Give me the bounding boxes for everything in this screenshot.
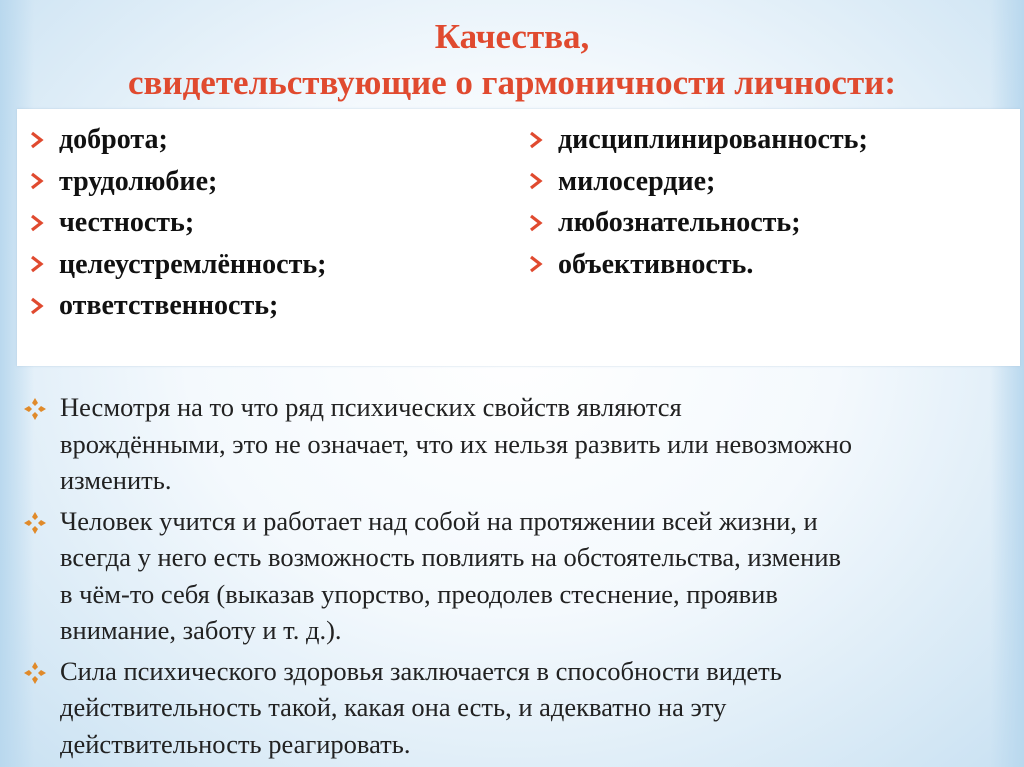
diamond-bullet-icon: [23, 394, 47, 418]
note-line: внимание, заботу и т. д.).: [60, 615, 342, 645]
quality-label: объективность.: [558, 248, 754, 280]
note-line: Несмотря на то что ряд психических свойств являются: [60, 392, 682, 422]
note-line: действительность реагировать.: [60, 728, 411, 759]
note-line: врождёнными, это не означает, что их нельзя развить или невозможно: [60, 428, 853, 459]
arrow-bullet-icon: [30, 131, 46, 149]
note-item: [22, 653, 1012, 763]
quality-item: [30, 202, 326, 244]
quality-label: трудолюбие;: [59, 165, 218, 197]
slide-title: [0, 14, 1024, 106]
note-line: Сила психического здоровья заключается в способности видеть: [60, 655, 782, 686]
note-line: Человек учится и работает над собой на протяжении всей жизни, и: [60, 505, 818, 536]
quality-item: [30, 285, 326, 327]
note-item: [22, 503, 1012, 649]
quality-item: [529, 161, 868, 203]
note-line: изменить.: [60, 465, 172, 495]
arrow-bullet-icon: [30, 172, 46, 190]
diamond-bullet-icon: [23, 658, 47, 682]
quality-label: ответственность;: [59, 290, 279, 321]
arrow-bullet-icon: [30, 214, 46, 232]
notes-list: [22, 389, 1012, 766]
note-line: в чём-то себя (выказав упорство, преодолев стеснение, проявив: [60, 578, 778, 609]
note-item: [22, 389, 1012, 499]
qualities-box: [17, 109, 1020, 366]
qualities-right-column: [529, 119, 868, 285]
quality-item: [529, 244, 868, 286]
quality-item: [30, 244, 326, 286]
arrow-bullet-icon: [529, 131, 545, 149]
quality-label: целеустремлённость;: [59, 248, 327, 280]
arrow-bullet-icon: [30, 255, 46, 273]
diamond-bullet-icon: [23, 508, 47, 532]
quality-item: [30, 161, 326, 203]
arrow-bullet-icon: [529, 255, 545, 273]
note-line: всегда у него есть возможность повлиять на обстоятельства, изменив: [60, 542, 842, 572]
qualities-left-column: [30, 119, 326, 327]
quality-item: [529, 119, 868, 161]
note-line: действительность такой, какая она есть, и адекватно на эту: [60, 692, 727, 722]
quality-label: честность;: [59, 207, 195, 238]
quality-item: [529, 202, 868, 244]
arrow-bullet-icon: [30, 297, 46, 315]
slide-title-line-1: Качества,: [434, 17, 590, 56]
arrow-bullet-icon: [529, 214, 545, 232]
slide-title-line-2: свидетельствующие о гармоничности личности:: [128, 63, 896, 102]
quality-label: милосердие;: [558, 165, 716, 197]
quality-item: [30, 119, 326, 161]
quality-label: доброта;: [59, 124, 168, 155]
quality-label: дисциплинированность;: [558, 124, 868, 155]
arrow-bullet-icon: [529, 172, 545, 190]
quality-label: любознательность;: [558, 207, 801, 238]
